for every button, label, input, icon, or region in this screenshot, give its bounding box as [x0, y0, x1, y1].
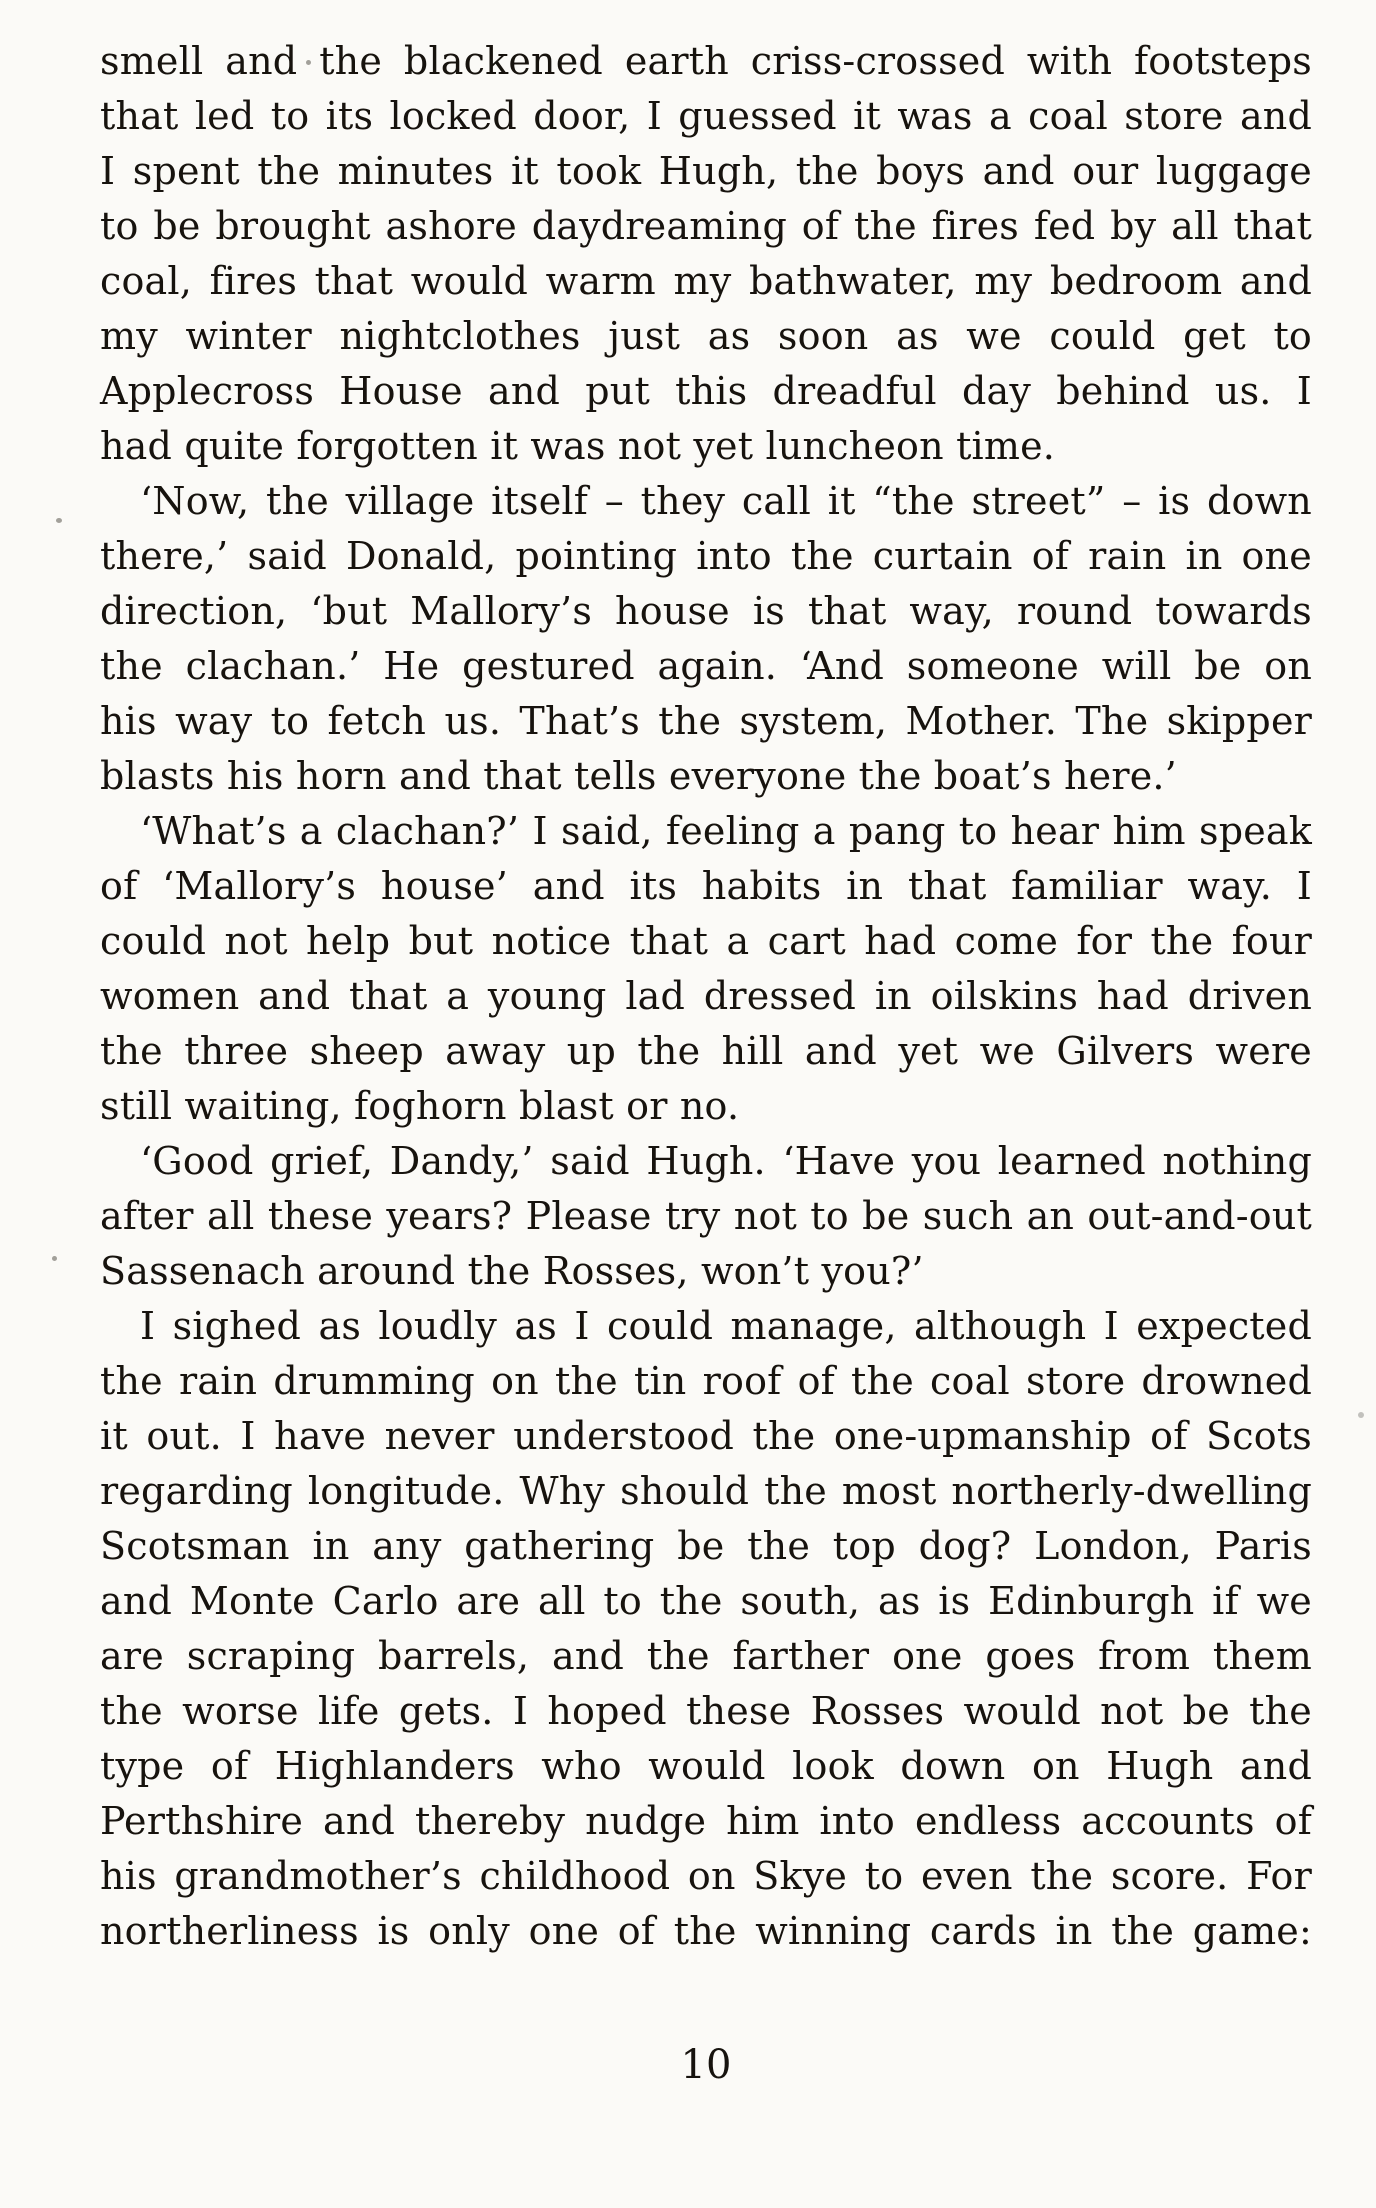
text-line: ‘Now, the village itself – they call it “the street” – is down [140, 479, 1312, 523]
text-line: the three sheep away up the hill and yet we Gilvers were [100, 1029, 1312, 1073]
text-line: it out. I have never understood the one-upmanship of Scots [100, 1414, 1312, 1458]
text-line: and Monte Carlo are all to the south, as is Edinburgh if we [100, 1579, 1312, 1623]
text-line: that led to its locked door, I guessed it was a coal store and [100, 94, 1312, 138]
text-line: Applecross House and put this dreadful day behind us. I [100, 369, 1312, 413]
text-line: there,’ said Donald, pointing into the curtain of rain in one [100, 534, 1312, 578]
text-line: are scraping barrels, and the farther one goes from them [100, 1634, 1312, 1678]
text-line: Sassenach around the Rosses, won’t you?’ [100, 1249, 924, 1293]
text-line: his way to fetch us. That’s the system, Mother. The skipper [100, 699, 1312, 743]
text-line: blasts his horn and that tells everyone the boat’s here.’ [100, 754, 1177, 798]
text-line: I sighed as loudly as I could manage, although I expected [140, 1304, 1312, 1348]
scan-speck [1358, 1412, 1364, 1418]
text-line: smell and the blackened earth criss-crossed with footsteps [100, 39, 1312, 83]
text-line: regarding longitude. Why should the most northerly-dwelling [100, 1469, 1312, 1513]
scan-speck [56, 518, 62, 523]
text-line: I spent the minutes it took Hugh, the boys and our luggage [100, 149, 1312, 193]
text-line: could not help but notice that a cart had come for the four [100, 919, 1312, 963]
text-line: coal, fires that would warm my bathwater, my bedroom and [100, 259, 1312, 303]
text-line: had quite forgotten it was not yet luncheon time. [100, 424, 1056, 468]
page-text [100, 34, 1312, 1959]
text-line: type of Highlanders who would look down on Hugh and [100, 1744, 1312, 1788]
text-line: the rain drumming on the tin roof of the coal store drowned [100, 1359, 1312, 1403]
text-line: direction, ‘but Mallory’s house is that way, round towards [100, 589, 1312, 633]
text-line: ‘Good grief, Dandy,’ said Hugh. ‘Have you learned nothing [140, 1139, 1312, 1183]
text-line: Scotsman in any gathering be the top dog? London, Paris [100, 1524, 1312, 1568]
text-line: women and that a young lad dressed in oilskins had driven [100, 974, 1312, 1018]
text-line: my winter nightclothes just as soon as we could get to [100, 314, 1312, 358]
page-number: 10 [680, 2042, 732, 2088]
text-line: Perthshire and thereby nudge him into endless accounts of [100, 1799, 1312, 1843]
text-line: after all these years? Please try not to be such an out-and-out [100, 1194, 1312, 1238]
text-line: ‘What’s a clachan?’ I said, feeling a pang to hear him speak [140, 809, 1312, 853]
text-line: still waiting, foghorn blast or no. [100, 1084, 740, 1128]
text-line: the worse life gets. I hoped these Rosses would not be the [100, 1689, 1312, 1733]
text-line: his grandmother’s childhood on Skye to even the score. For [100, 1854, 1312, 1898]
scan-speck [52, 1256, 57, 1261]
text-line: to be brought ashore daydreaming of the fires fed by all that [100, 204, 1312, 248]
text-line: northerliness is only one of the winning cards in the game: [100, 1909, 1312, 1953]
text-line: of ‘Mallory’s house’ and its habits in that familiar way. I [100, 864, 1312, 908]
text-line: the clachan.’ He gestured again. ‘And someone will be on [100, 644, 1312, 688]
